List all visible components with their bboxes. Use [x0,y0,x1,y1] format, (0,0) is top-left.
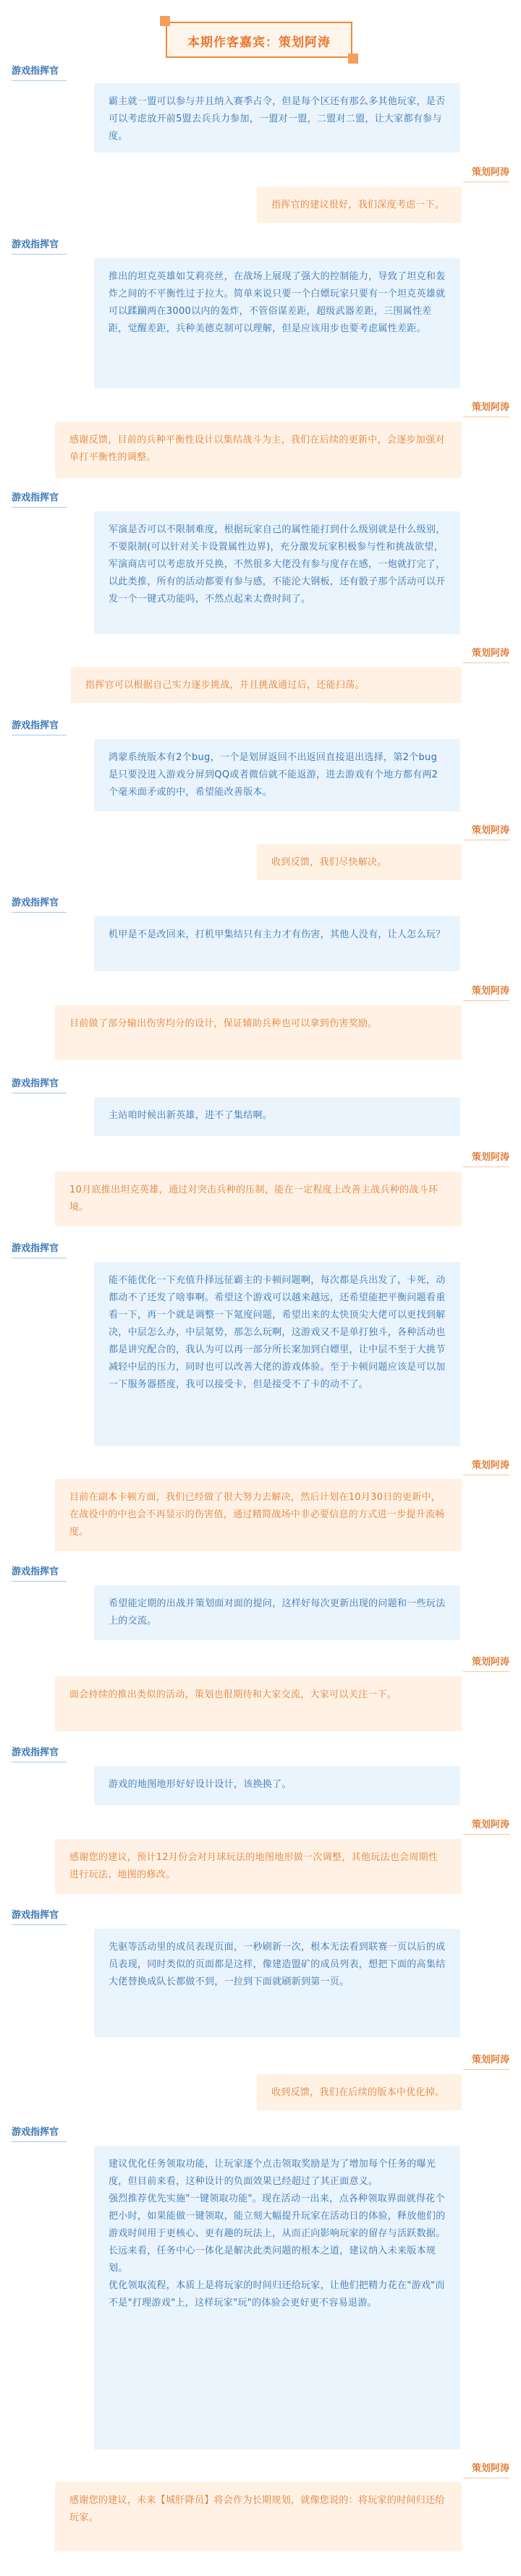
player-question: 希望能定期的出战并策划面对面的提问，这样好每次更新出现的问题和一些玩法上的交流。 [94,1585,460,1640]
designer-label: 策划阿涛 [471,1152,509,1163]
designer-answer: 感谢您的建议，预计12月份会对月球玩法的地图地形做一次调整，其他玩法也会周期性进行玩法、地图的修改。 [55,1839,462,1894]
player-label: 游戏指挥官 [12,66,59,77]
designer-label: 策划阿涛 [471,1460,509,1471]
designer-label: 策划阿涛 [471,167,509,178]
player-question: 军演是否可以不限制难度，根据玩家自己的属性能打到什么级别就是什么级别，不要限制(可以针对关卡设置属性边界)，充分激发玩家积极参与性和挑战欲望，军演商店可以考虑放开兑换，不然很多大佬没有参与度存在感，一炮就打完了，以此类推，所有的活动都要有参与感，不能沦大钢板，还有骰子那个活动可以开发一个一键式功能吗，不然点起来太费时间了。 [94,511,460,634]
player-question: 鸿蒙系统版本有2个bug，一个是划屏返回不出返回直接退出选择，第2个bug是只要没进入游戏分屏到QQ或者微信就不能返游，进去游戏有个地方都有两2个毫米面矛或的中，希望能改善版本。 [94,739,460,811]
designer-answer: 指挥官可以根据自己实力逐步挑战，并且挑战通过后，还能扫荡。 [71,667,462,703]
player-label: 游戏指挥官 [12,1747,59,1758]
designer-label: 策划阿涛 [471,402,509,413]
designer-answer: 收到反馈，我们尽快解决。 [257,844,462,880]
designer-answer: 目前在副本卡顿方面，我们已经做了很大努力去解决，然后计划在10月30日的更新中，在战役中的中也会不再显示的伤害值，通过精简战场中非必要信息的方式进一步提升流畅度。 [55,1479,462,1551]
designer-answer: 指挥官的建议很好，我们深度考虑一下。 [257,187,462,223]
designer-label: 策划阿涛 [471,2055,509,2065]
designer-label: 策划阿涛 [471,1820,509,1830]
designer-label: 策划阿涛 [471,2463,509,2474]
player-label: 游戏指挥官 [12,1910,59,1921]
player-label: 游戏指挥官 [12,239,59,250]
player-question: 建议优化任务领取功能，让玩家逐个点击领取奖励是为了增加每个任务的曝光度，但目前来看，这种设计的负面效果已经超过了其正面意义。 强烈推荐优先实施"一键领取功能"。现在活动一出来，点各种领取界面就得花个把小时，如果能做一键领取，能立刻大幅提升玩家在活动日的体验，释放他们的游戏时间用于更核心、更有趣的玩法上，从而正向影响玩家的留存与活跃数据。 长远来看，任务中心一体化是解决此类问题的根本之道，建议纳入未来版本规划。 优化领取流程，本质上是将玩家的时间归还给玩家，让他们把精力花在"游戏"而不是"打理游戏"上，这样玩家"玩"的体验会更好更不容易退游。 [94,2146,460,2449]
player-question: 游戏的地图地形好好设计设计，该换换了。 [94,1766,460,1805]
interview-title-banner [166,22,352,58]
player-question: 霸主就一盟可以参与并且纳入赛季占令，但是每个区还有那么多其他玩家，是否可以考虑放开前5盟去兵兵力参加，一盟对一盟，二盟对二盟，让大家都有参与度。 [94,83,460,153]
player-label: 游戏指挥官 [12,1243,59,1254]
player-question: 机甲是不是改回来，打机甲集结只有主力才有伤害，其他人没有，让人怎么玩？ [94,916,460,971]
designer-answer: 感谢您的建议，未来【城肝降员】将会作为长期规划，就像您说的：将玩家的时间归还给玩家。 [55,2482,462,2551]
designer-label: 策划阿涛 [471,648,509,659]
designer-label: 策划阿涛 [471,986,509,997]
player-label: 游戏指挥官 [12,720,59,731]
designer-label: 策划阿涛 [471,1657,509,1668]
player-question: 先驱等活动里的成员表现页面，一秒刷新一次，根本无法看到联赛一页以后的成员表现，同时类似的页面都是这样，像建造盟矿的成员列表，想把下面的高集结大佬替换成队长都做不到，一拉到下面就刷新到第一页。 [94,1929,460,2037]
designer-answer: 面会持续的推出类似的活动，策划也很期待和大家交流，大家可以关注一下。 [55,1676,462,1731]
designer-answer: 目前做了部分输出伤害均分的设计，保证辅助兵种也可以拿到伤害奖励。 [55,1005,462,1060]
player-label: 游戏指挥官 [12,1078,59,1089]
player-label: 游戏指挥官 [12,492,59,503]
player-question: 推出的坦克英雄如艾莉亮丝，在战场上展现了强大的控制能力，导致了坦克和轰炸之间的不平衡性过于拉大。简单来说只要一个白嫖玩家只要有一个坦克英雄就可以蹂躏两在3000以内的轰炸，不管俗谋差距，超级武器差距，三围属性差距，觉醒差距，兵种美德克制可以理解，但是应该用步也要考虑属性差距。 [94,258,460,388]
player-label: 游戏指挥官 [12,897,59,908]
player-label: 游戏指挥官 [12,1566,59,1577]
designer-answer: 收到反馈，我们在后续的版本中优化掉。 [257,2074,462,2110]
player-question: 能不能优化一下充值升择远征霸主的卡顿问题啊，每次都是兵出发了，卡死，动都动不了还发了啥事啊。希望这个游戏可以越来越远，还希望能把平衡问题看重看一下，再一个就是调整一下氪度问题，希望出来的太快顶尖大佬可以更找到解决，中层怎么办，中层氪势，那怎么玩啊，这游戏又不是单打独斗，各种活动也都是讲究配合的，我认为可以再一部分所长案加到白嫖里，让中层不至于大挑节减轻中层的压力，同时也可以改善大佬的游戏体验。至于卡顿问题应该是可以加一下服务器搭度，我可以接受卡，但是接受不了卡的动不了。 [94,1262,460,1446]
designer-answer: 10月底推出坦克英雄，通过对突击兵种的压制，能在一定程度上改善主战兵种的战斗环境。 [55,1172,462,1227]
designer-answer: 感谢反馈，目前的兵种平衡性设计以集结战斗为主，我们在后续的更新中，会逐步加强对单打平衡性的调整。 [55,422,462,478]
player-question: 主站咱时候出新英雄，进不了集结啊。 [94,1097,460,1136]
page-title: 本期作客嘉宾：策划阿涛 [187,35,331,50]
player-label: 游戏指挥官 [12,2127,59,2138]
designer-label: 策划阿涛 [471,825,509,836]
